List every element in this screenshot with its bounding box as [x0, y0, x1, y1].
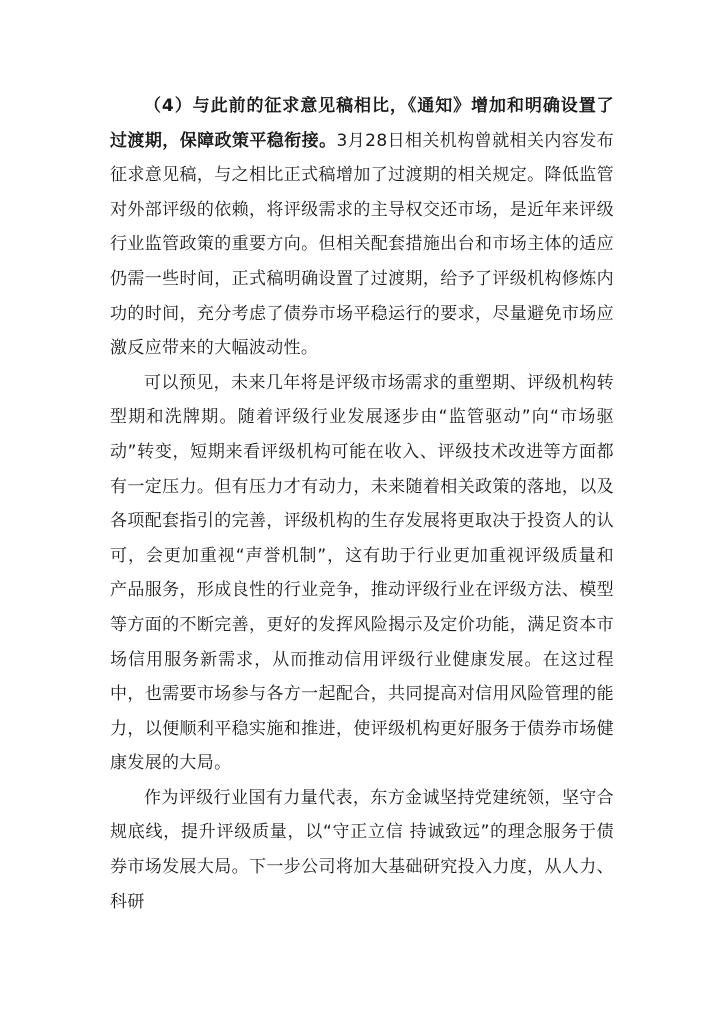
paragraph-text: 3月28日相关机构曾就相关内容发布征求意见稿，与之相比正式稿增加了过渡期的相关规定。降低监管对外部评级的依赖，将评级需求的主导权交还市场，是近年来评级行业监管政策的重要方向。但相关配套措施出台和市场主体的适应仍需一些时间，正式稿明确设置了过渡期，给予了评级机构修炼内功的时间，充分考虑了债券市场平稳运行的要求，尽量避免市场应激反应带来的大幅波动性。	[110, 130, 614, 359]
paragraph-market-outlook	[110, 366, 614, 781]
paragraph-text: 可以预见，未来几年将是评级市场需求的重塑期、评级机构转型期和洗牌期。随着评级行业发展逐步由“监管驱动”向“市场驱动”转变，短期来看评级机构可能在收入、评级技术改进等方面都有一定压力。但有压力才有动力，未来随着相关政策的落地，以及各项配套指引的完善，评级机构的生存发展将更取决于投资人的认可，会更加重视“声誉机制”，这有助于行业更加重视评级质量和产品服务，形成良性的行业竞争，推动评级行业在评级方法、模型等方面的不断完善，更好的发挥风险揭示及定价功能，满足资本市场信用服务新需求，从而推动信用评级行业健康发展。在这过程中，也需要市场参与各方一起配合，共同提高对信用风险管理的能力，以便顺利平稳实施和推进，使评级机构更好服务于债券市场健康发展的大局。	[110, 372, 614, 774]
document-body	[110, 89, 614, 919]
paragraph-text: 作为评级行业国有力量代表，东方金诚坚持党建统领，坚守合规底线，提升评级质量，以“守正立信 持诚致远”的理念服务于债券市场发展大局。下一步公司将加大基础研究投入力度，从人力、科研	[110, 787, 614, 912]
paragraph-heading: （4）与此前的征求意见稿相比，《通知》增加和明确设置了过渡期，保障政策平稳衔接。	[110, 96, 614, 151]
paragraph-transition-period	[110, 89, 614, 366]
paragraph-company-commitment	[110, 781, 614, 919]
